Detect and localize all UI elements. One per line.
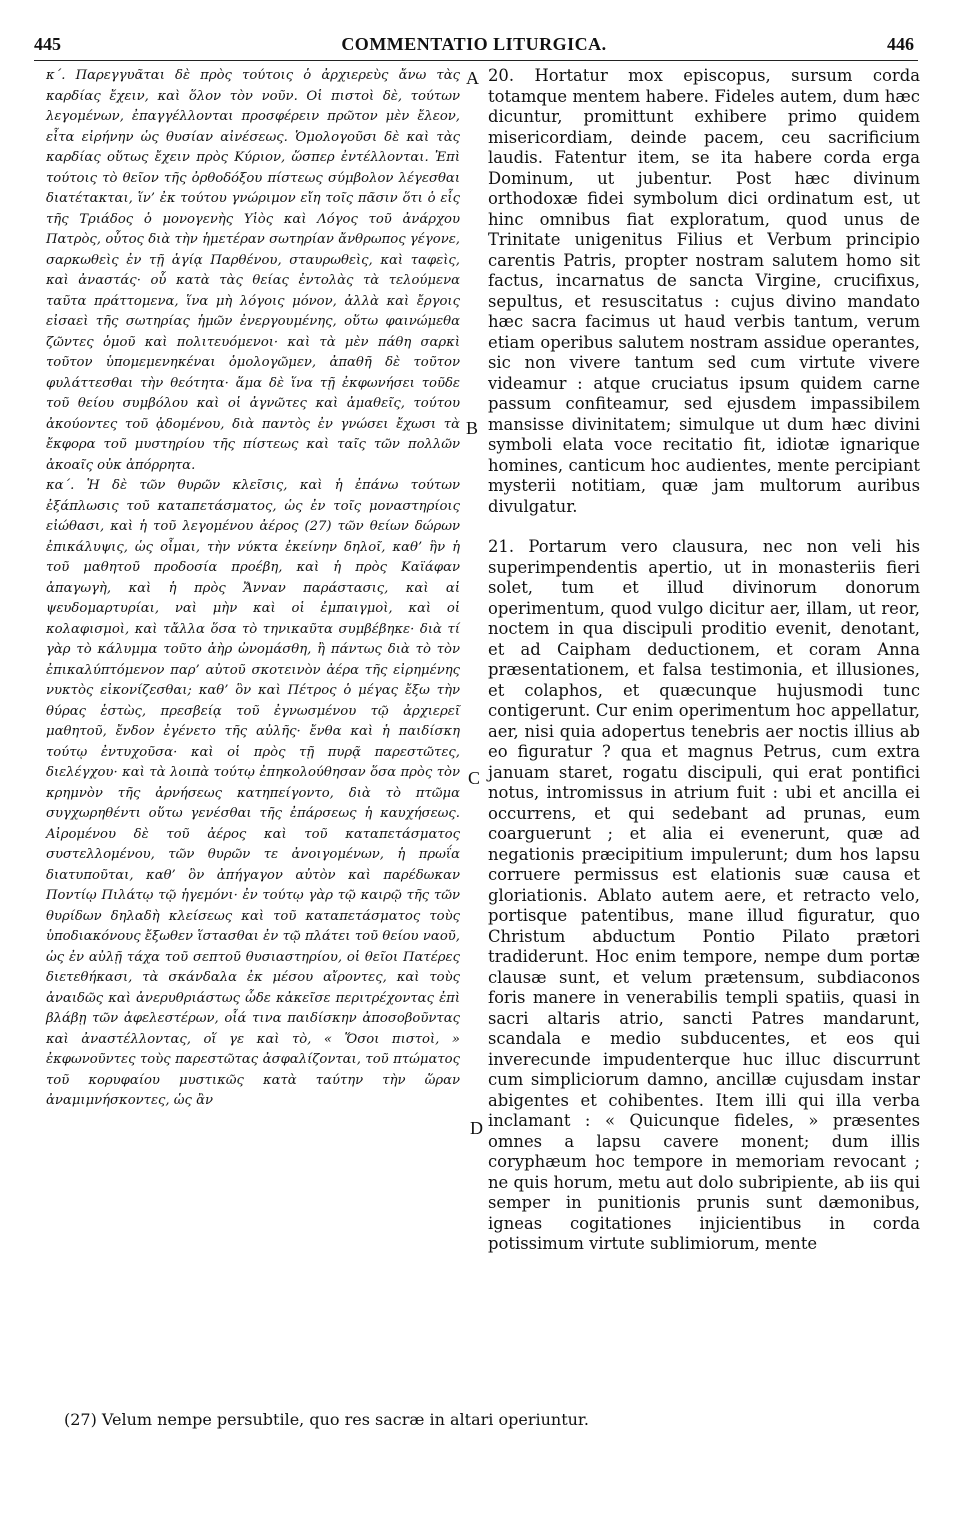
margin-marker-d: D [470, 1118, 483, 1138]
margin-marker-b: B [466, 418, 479, 438]
latin-paragraph-21: 21. Portarum vero clausura, nec non veli his superimpendentis apertio, ut in monasteriis fieri solet, tum et illud divinorum donorum operimentum, quod vulgo dicitur aer, illam, ut reor, noctem in qua discipuli proditio evenit, denotant, et ad Caipham deductionem, et coram Anna præsentationem, et falsa testimonia, et illusiones, et colaphos, et quæcunque hujusmodi tunc contigerunt. Cur enim operimentum hoc appellatur, aer, nisi quia adopertus tenebris aer noctis illius ab eo figuratur ? qua et magnus Petrus, cum extra januam staret, rogatu discipuli, qui erat pontifici notus, intromissus in atrium fuit : ubi et ancilla ei occurrens, et qui sedebant ad prunas, eum coarguerunt ; et alia ei evenerunt, quæ ad negationis præcipitium impulerunt; dum hos lapsu corruere permissus est elationis suæ causa et gloriationis. Ablato autem aere, et retracto velo, portisque patentibus, mane illud figuratur, quo Christum abductum Pontio Pilato prætori tradiderunt. Hoc enim tempore, nempe dum portæ clausæ sunt, et velum prætensum, subdiaconos foris manere in venerabilis templi spatiis, quasi in sacri altaris atrio, sancti Patres mandarunt, scandala e medio subducentes, et eos qui inverecunde impudenterque huc illuc discurrunt cum simpliciorum damno, ancillæ cujusdam instar abigentes et cohibentes. Item illi qui illa verba inclamant : « Quicunque fideles, » præsentes omnes a lapsu cavere monent; dum illis coryphæum hoc tempore in memoriam revocant ; ne quis horum, metu aut dolo subripiente, ab iis qui semper in punitionis prunis sunt dæmonibus, igneas cogitationes injicientibus in corda potissimum virtute sublimiorum, mente [488, 537, 920, 1253]
greek-column [46, 66, 460, 1112]
latin-paragraph-20: 20. Hortatur mox episcopus, sursum corda totamque mentem habere. Fideles autem, dum hæc dicuntur, promittunt exhibere primo quidem misericordiam, deinde pacem, ceu sacrificium laudis. Fatentur item, se ita habere corda erga Dominum, ut jubentur. Post hæc divinum orthodoxæ fidei symbolum dici ordinatum est, ut hinc omnibus fiat exploratum, quod unus de Trinitate unigenitus Filius et Verbum principio carentis Patris, propter nostram salutem homo sit factus, incarnatus de sancta Virgine, crucifixus, sepultus, et resuscitatus : cujus divino mandato hæc sacra facimus ut haud verbis tantum, verum etiam operibus salutem nostram assidue operantes, sic non vivere tantum sed cum virtute vivere videamur : atque cruciatus ipsum quidem carne passum confiteamur, sed ejusdem impassibilem mansisse divinitatem; simulque ut dum hæc divini symboli elata voce recitatio fit, idiotæ ignarique homines, canticum hoc audientes, mente percipiant mysterii notitiam, quæ jam multorum auribus divulgatur. [488, 66, 920, 516]
greek-paragraph-20: κ΄. Παρεγγυᾶται δὲ πρὸς τούτοις ὁ ἀρχιερεὺς ἄνω τὰς καρδίας ἔχειν, καὶ ὅλον τὸν νοῦν. Οἱ πιστοὶ δὲ, τούτων λεγομένων, ἐπαγγέλλονται προσφέρειν πρῶτον μὲν ἔλεον, εἶτα εἰρήνην ὡς θυσίαν αἰνέσεως. Ὁμολογοῦσι δὲ καὶ τὰς καρδίας οὕτως ἔχειν πρὸς Κύριον, ὥσπερ ἐντέλλονται. Ἐπὶ τούτοις τὸ θεῖον τῆς ὀρθοδόξου πίστεως σύμβολον λέγεσθαι διατέτακται, ἵν’ ἐκ τούτου γνώριμον εἴη τοῖς πᾶσιν ὅτι ὁ εἷς τῆς Τριάδος ὁ μονογενὴς Υἱὸς καὶ Λόγος τοῦ ἀνάρχου Πατρὸς, οὗτος διὰ τὴν ἡμετέραν σωτηρίαν ἄνθρωπος γέγονε, σαρκωθεὶς ἐν τῇ ἁγίᾳ Παρθένου, σταυρωθεὶς, καὶ ταφεὶς, καὶ ἀναστάς· οὗ κατὰ τὰς θείας ἐντολὰς τὰ τελούμενα ταῦτα πράττομενα, ἵνα μὴ λόγοις μόνον, ἀλλὰ καὶ ἔργοις εἰσαεὶ τῆς σωτηρίας ἡμῶν ἐνεργουμένης, οὕτω φαινώμεθα ζῶντες ὁμοῦ καὶ πολιτευόμενοι· καὶ τὰ μὲν πάθη σαρκὶ τοῦτον ὑπομεμενηκέναι ὁμολογῶμεν, ἀπαθῆ δὲ τοῦτον φυλάττεσθαι τὴν θεότητα· ἅμα δὲ ἵνα τῇ ἐκφωνήσει τοῦδε τοῦ θείου συμβόλου καὶ οἱ ἀγνῶτες καὶ ἀμαθεῖς, τούτου ἀκούοντες τοῦ ᾀδομένου, διὰ παντὸς ἐν γνώσει ἔχωσι τὰ ἔκφορα τοῦ μυστηρίου τῆς πίστεως καὶ ταῖς τῶν πολλῶν ἀκοαῖς οὐκ ἀπόρρητα. [46, 68, 460, 473]
margin-marker-a: A [466, 68, 479, 88]
margin-marker-c: C [468, 768, 481, 788]
latin-column [488, 66, 920, 1255]
page-number-left: 445 [34, 34, 61, 54]
footnote: (27) Velum nempe persubtile, quo res sacræ in altari operiuntur. [64, 1410, 589, 1429]
header-rule [34, 60, 918, 61]
running-title: COMMENTATIO LITURGICA. [341, 34, 607, 54]
page-header [34, 34, 914, 62]
greek-paragraph-21: κα΄. Ἡ δὲ τῶν θυρῶν κλεῖσις, καὶ ἡ ἐπάνω τούτων ἐξάπλωσις τοῦ καταπετάσματος, ὡς ἐν τοῖς μοναστηρίοις εἰώθασι, καὶ ἡ τοῦ λεγομένου ἀέρος (27) τῶν θείων δώρων ἐπικάλυψις, ὡς οἶμαι, τὴν νύκτα ἐκείνην δηλοῖ, καθ’ ἣν ἡ τοῦ μαθητοῦ προδοσία προέβη, καὶ ἡ πρὸς Καϊάφαν ἀπαγωγὴ, καὶ ἡ πρὸς Ἄνναν παράστασις, καὶ αἱ ψευδομαρτυρίαι, ναὶ μὴν καὶ οἱ ἐμπαιγμοὶ, καὶ οἱ κολαφισμοὶ, καὶ τἄλλα ὅσα τὸ τηνικαῦτα συμβέβηκε· διὰ τί γὰρ τὸ κάλυμμα τοῦτο ἀὴρ ὠνομάσθη, ἢ πάντως διὰ τὸ τὸν ἐπικαλύπτόμενον παρ’ αὐτοῦ σκοτεινὸν ἀέρα τῆς εἰρημένης νυκτὸς εἰκονίζεσθαι; καθ’ ὃν καὶ Πέτρος ὁ μέγας ἔξω τὴν θύρας ἑστὼς, πρεσβείᾳ τοῦ ἐγνωσμένου τῷ ἀρχιερεῖ μαθητοῦ, ἔνδον ἐγένετο τῆς αὐλῆς· ἔνθα καὶ ἡ παιδίσκη τούτῳ ἐντυχοῦσα· καὶ οἱ πρὸς τῇ πυρᾷ παρεστῶτες, διελέγχου· καὶ τὰ λοιπὰ τούτῳ ἐπηκολούθησαν ὅσα πρὸς τὸν κρημνὸν τῆς ἀρνήσεως κατηπείγοντο, διὰ τὸ πτῶμα συγχωρηθέντι οὕτω γενέσθαι τῆς ἐπάρσεως ἡ καυχήσεως. Αἰρομένου δὲ τοῦ ἀέρος καὶ τοῦ καταπετάσματος συστελλομένου, τῶν θυρῶν τε ἀνοιγομένων, ἡ πρωΐα διατυποῦται, καθ’ ὃν ἀπήγαγον αὐτὸν καὶ παρέδωκαν Ποντίῳ Πιλάτῳ τῷ ἡγεμόνι· ἐν τούτῳ γὰρ τῷ καιρῷ τῆς τῶν θυρίδων δηλαδὴ κλείσεως καὶ τοῦ καταπετάσματος τοὺς ὑποδιακόνους ἔξωθεν ἵστασθαι ἐν τῷ πλάτει τοῦ θείου ναοῦ, ὡς ἐν αὐλῇ τάχα τοῦ σεπτοῦ θυσιαστηρίου, οἱ θεῖοι Πατέρες διετεθήκασι, τὰ σκάνδαλα ἐκ μέσου αἴροντες, καὶ τοὺς ἀναιδῶς καὶ ἀνερυθριάστως ὧδε κἀκεῖσε περιτρέχοντας ἐπὶ βλάβῃ τῶν ἀφελεστέρων, οἷά τινα παιδίσκην ἀποσοβοῦντας καὶ ἀναστέλλοντας, οἵ γε καὶ τὸ, « Ὅσοι πιστοὶ, » ἐκφωνοῦντες τοὺς παρεστῶτας ἀσφαλίζονται, τοῦ πτώματος τοῦ κορυφαίου μυστικῶς κατὰ ταύτην τὴν ὥραν ἀναμιμνήσκοντες, ὡς ἂν [46, 478, 460, 1108]
page-number-right: 446 [887, 34, 914, 54]
